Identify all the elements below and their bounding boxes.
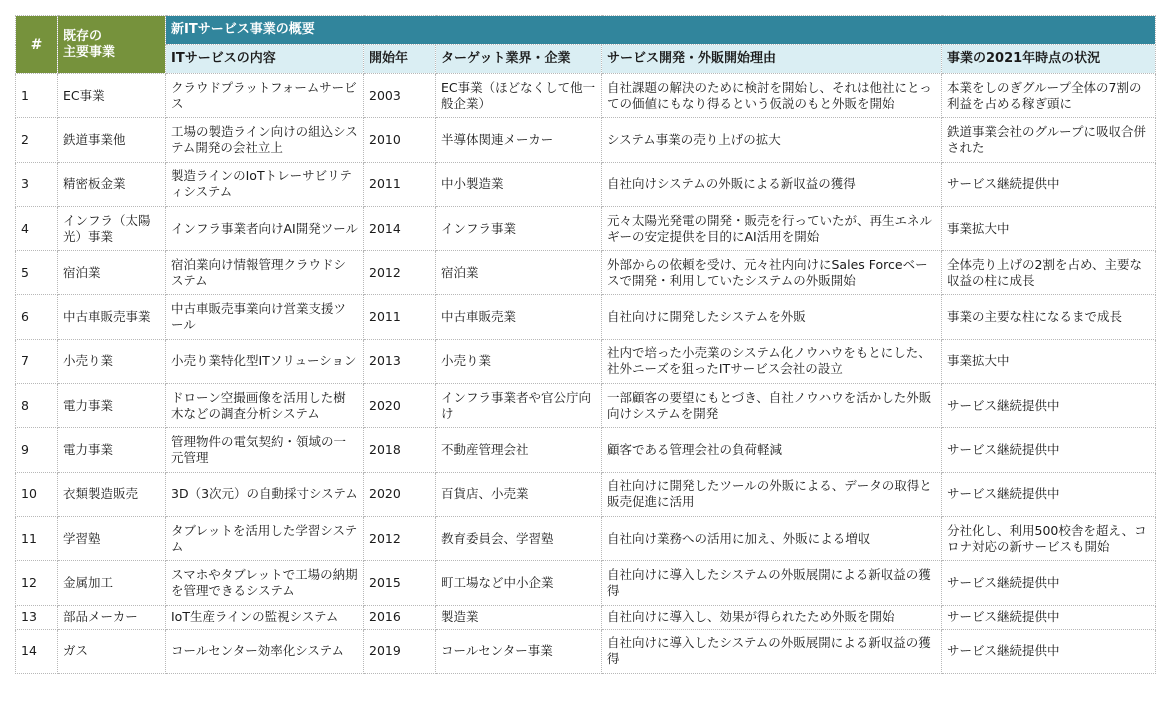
cell-reason: 自社向けに開発したツールの外販による、データの取得と販売促進に活用 bbox=[602, 472, 942, 516]
cell-num: 9 bbox=[16, 428, 58, 472]
cell-status: 分社化し、利用500校舎を超え、コロナ対応の新サービスも開始 bbox=[942, 516, 1156, 560]
cell-content: 工場の製造ライン向けの組込システム開発の会社立上 bbox=[166, 118, 364, 162]
cell-year: 2019 bbox=[364, 629, 436, 673]
cell-reason: 顧客である管理会社の負荷軽減 bbox=[602, 428, 942, 472]
cell-num: 4 bbox=[16, 206, 58, 250]
cell-status: サービス継続提供中 bbox=[942, 472, 1156, 516]
cell-year: 2011 bbox=[364, 295, 436, 339]
it-service-table bbox=[15, 15, 1156, 674]
cell-reason: 自社課題の解決のために検討を開始し、それは他社にとっての価値にもなり得るという仮説のもと外販を開始 bbox=[602, 74, 942, 118]
cell-num: 14 bbox=[16, 629, 58, 673]
cell-num: 5 bbox=[16, 251, 58, 295]
cell-num: 12 bbox=[16, 561, 58, 605]
cell-num: 13 bbox=[16, 605, 58, 629]
cell-target: 宿泊業 bbox=[436, 251, 602, 295]
cell-target: 町工場など中小企業 bbox=[436, 561, 602, 605]
cell-reason: 外部からの依頼を受け、元々社内向けにSales Forceベースで開発・利用していたシステムの外販開始 bbox=[602, 251, 942, 295]
cell-business: インフラ（太陽光）事業 bbox=[58, 206, 166, 250]
cell-content: 管理物件の電気契約・領域の一元管理 bbox=[166, 428, 364, 472]
cell-business: 部品メーカー bbox=[58, 605, 166, 629]
cell-year: 2016 bbox=[364, 605, 436, 629]
table-row bbox=[16, 605, 1156, 629]
cell-business: 精密板金業 bbox=[58, 162, 166, 206]
cell-reason: 自社向け業務への活用に加え、外販による増収 bbox=[602, 516, 942, 560]
cell-target: 半導体関連メーカー bbox=[436, 118, 602, 162]
cell-content: 小売り業特化型ITソリューション bbox=[166, 339, 364, 383]
cell-reason: 社内で培った小売業のシステム化ノウハウをもとにした、社外ニーズを狙ったITサービス会社の設立 bbox=[602, 339, 942, 383]
cell-reason: 自社向けシステムの外販による新収益の獲得 bbox=[602, 162, 942, 206]
cell-year: 2015 bbox=[364, 561, 436, 605]
table-row bbox=[16, 384, 1156, 428]
header-existing-business: 既存の 主要事業 bbox=[58, 16, 166, 74]
cell-status: サービス継続提供中 bbox=[942, 428, 1156, 472]
cell-num: 2 bbox=[16, 118, 58, 162]
cell-status: サービス継続提供中 bbox=[942, 561, 1156, 605]
cell-status: サービス継続提供中 bbox=[942, 162, 1156, 206]
cell-year: 2012 bbox=[364, 251, 436, 295]
table-row bbox=[16, 162, 1156, 206]
table-row bbox=[16, 251, 1156, 295]
cell-target: 教育委員会、学習塾 bbox=[436, 516, 602, 560]
cell-content: スマホやタブレットで工場の納期を管理できるシステム bbox=[166, 561, 364, 605]
header-num: # bbox=[16, 16, 58, 74]
cell-content: インフラ事業者向けAI開発ツール bbox=[166, 206, 364, 250]
table-row bbox=[16, 629, 1156, 673]
cell-status: 事業拡大中 bbox=[942, 339, 1156, 383]
cell-num: 11 bbox=[16, 516, 58, 560]
cell-status: 事業拡大中 bbox=[942, 206, 1156, 250]
cell-status: サービス継続提供中 bbox=[942, 605, 1156, 629]
cell-status: 鉄道事業会社のグループに吸収合併された bbox=[942, 118, 1156, 162]
cell-target: インフラ事業者や官公庁向け bbox=[436, 384, 602, 428]
table-row bbox=[16, 472, 1156, 516]
cell-target: インフラ事業 bbox=[436, 206, 602, 250]
cell-business: 小売り業 bbox=[58, 339, 166, 383]
table-row bbox=[16, 74, 1156, 118]
table-row bbox=[16, 428, 1156, 472]
cell-target: 製造業 bbox=[436, 605, 602, 629]
table-body bbox=[16, 74, 1156, 674]
cell-business: 金属加工 bbox=[58, 561, 166, 605]
table-row bbox=[16, 339, 1156, 383]
cell-content: ドローン空撮画像を活用した樹木などの調査分析システム bbox=[166, 384, 364, 428]
cell-num: 10 bbox=[16, 472, 58, 516]
cell-target: 中小製造業 bbox=[436, 162, 602, 206]
cell-business: 宿泊業 bbox=[58, 251, 166, 295]
cell-reason: 自社向けに導入したシステムの外販展開による新収益の獲得 bbox=[602, 629, 942, 673]
cell-year: 2011 bbox=[364, 162, 436, 206]
cell-year: 2020 bbox=[364, 384, 436, 428]
cell-target: EC事業（ほどなくして他一般企業） bbox=[436, 74, 602, 118]
cell-reason: 元々太陽光発電の開発・販売を行っていたが、再生エネルギーの安定提供を目的にAI活用を開始 bbox=[602, 206, 942, 250]
table-row bbox=[16, 118, 1156, 162]
cell-content: クラウドプラットフォームサービス bbox=[166, 74, 364, 118]
cell-reason: 自社向けに開発したシステムを外販 bbox=[602, 295, 942, 339]
cell-business: 中古車販売事業 bbox=[58, 295, 166, 339]
cell-year: 2012 bbox=[364, 516, 436, 560]
header-year: 開始年 bbox=[364, 45, 436, 74]
table-row bbox=[16, 206, 1156, 250]
cell-target: 小売り業 bbox=[436, 339, 602, 383]
cell-content: 製造ラインのIoTトレーサビリティシステム bbox=[166, 162, 364, 206]
cell-business: 学習塾 bbox=[58, 516, 166, 560]
cell-num: 6 bbox=[16, 295, 58, 339]
cell-status: 事業の主要な柱になるまで成長 bbox=[942, 295, 1156, 339]
cell-year: 2018 bbox=[364, 428, 436, 472]
cell-content: 3D（3次元）の自動採寸システム bbox=[166, 472, 364, 516]
header-status: 事業の2021年時点の状況 bbox=[942, 45, 1156, 74]
cell-content: 中古車販売事業向け営業支援ツール bbox=[166, 295, 364, 339]
cell-business: 電力事業 bbox=[58, 428, 166, 472]
cell-num: 3 bbox=[16, 162, 58, 206]
header-reason: サービス開発・外販開始理由 bbox=[602, 45, 942, 74]
cell-content: 宿泊業向け情報管理クラウドシステム bbox=[166, 251, 364, 295]
cell-target: 百貨店、小売業 bbox=[436, 472, 602, 516]
cell-year: 2020 bbox=[364, 472, 436, 516]
cell-target: 不動産管理会社 bbox=[436, 428, 602, 472]
cell-business: ガス bbox=[58, 629, 166, 673]
cell-status: 本業をしのぎグループ全体の7割の利益を占める稼ぎ頭に bbox=[942, 74, 1156, 118]
header-content: ITサービスの内容 bbox=[166, 45, 364, 74]
cell-reason: 自社向けに導入し、効果が得られたため外販を開始 bbox=[602, 605, 942, 629]
cell-business: 衣類製造販売 bbox=[58, 472, 166, 516]
cell-num: 8 bbox=[16, 384, 58, 428]
header-target: ターゲット業界・企業 bbox=[436, 45, 602, 74]
cell-year: 2010 bbox=[364, 118, 436, 162]
table-row bbox=[16, 295, 1156, 339]
cell-target: 中古車販売業 bbox=[436, 295, 602, 339]
cell-business: 鉄道事業他 bbox=[58, 118, 166, 162]
cell-year: 2014 bbox=[364, 206, 436, 250]
cell-num: 7 bbox=[16, 339, 58, 383]
cell-business: 電力事業 bbox=[58, 384, 166, 428]
cell-content: IoT生産ラインの監視システム bbox=[166, 605, 364, 629]
cell-year: 2003 bbox=[364, 74, 436, 118]
cell-reason: 一部顧客の要望にもとづき、自社ノウハウを活かした外販向けシステムを開発 bbox=[602, 384, 942, 428]
cell-status: サービス継続提供中 bbox=[942, 629, 1156, 673]
cell-content: タブレットを活用した学習システム bbox=[166, 516, 364, 560]
cell-reason: システム事業の売り上げの拡大 bbox=[602, 118, 942, 162]
cell-content: コールセンター効率化システム bbox=[166, 629, 364, 673]
cell-business: EC事業 bbox=[58, 74, 166, 118]
cell-year: 2013 bbox=[364, 339, 436, 383]
cell-status: 全体売り上げの2割を占め、主要な収益の柱に成長 bbox=[942, 251, 1156, 295]
cell-reason: 自社向けに導入したシステムの外販展開による新収益の獲得 bbox=[602, 561, 942, 605]
table-row bbox=[16, 516, 1156, 560]
cell-target: コールセンター事業 bbox=[436, 629, 602, 673]
header-group-title: 新ITサービス事業の概要 bbox=[166, 16, 1156, 45]
cell-status: サービス継続提供中 bbox=[942, 384, 1156, 428]
cell-num: 1 bbox=[16, 74, 58, 118]
table-row bbox=[16, 561, 1156, 605]
